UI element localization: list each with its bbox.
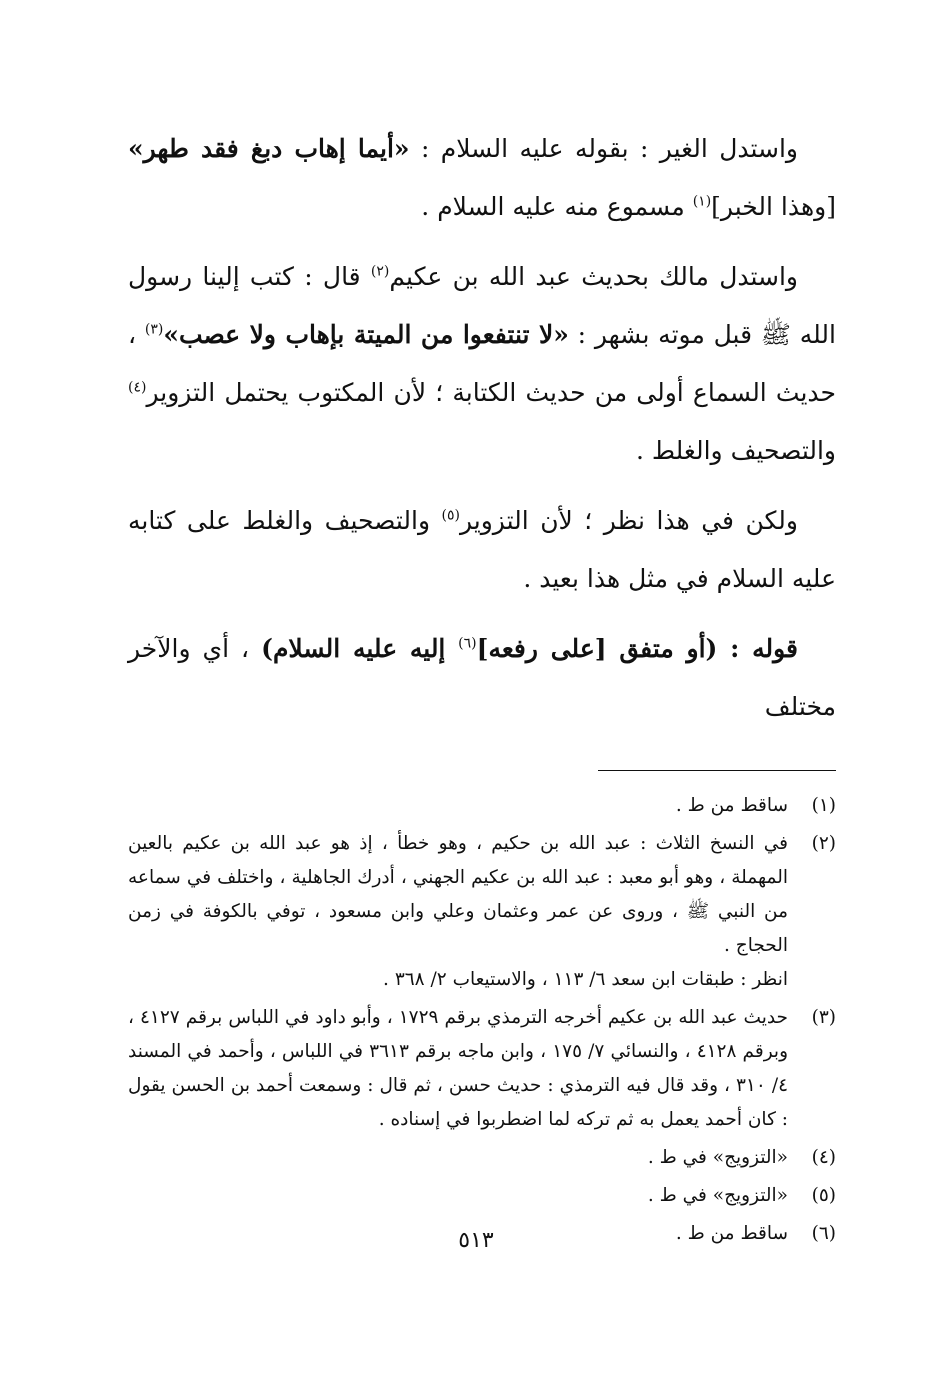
paragraph-3 bbox=[128, 492, 836, 608]
footnote-text: «التزويج» في ط . bbox=[647, 1147, 788, 1168]
p1-text-c: [وهذا الخبر] bbox=[711, 192, 836, 221]
page-number: ٥١٣ bbox=[458, 1228, 494, 1253]
p4-quote: (أو متفق [على رفعه] bbox=[476, 634, 718, 663]
footnote-text: ساقط من ط . bbox=[675, 795, 788, 816]
p3-text-a: ولكن في هذا نظر ؛ لأن التزوير bbox=[459, 506, 798, 535]
p4-text-c: إليه عليه السلام) bbox=[261, 634, 459, 663]
p1-text-a: واستدل الغير : بقوله عليه السلام : bbox=[409, 134, 798, 163]
footnote-text: ساقط من ط . bbox=[675, 1223, 788, 1244]
p4-text-d: ، أي والآخر مختلف bbox=[128, 634, 836, 721]
footnote-item bbox=[128, 1141, 836, 1175]
footnotes bbox=[128, 789, 836, 1251]
footnote-text: «التزويج» في ط . bbox=[647, 1185, 788, 1206]
footnote-number: (٢) bbox=[811, 833, 836, 854]
footnote-reference-line: انظر : طبقات ابن سعد ٦/ ١١٣ ، والاستيعاب ٢/ ٣٦٨ . bbox=[383, 969, 788, 990]
page-content bbox=[128, 120, 836, 1255]
footnote-item bbox=[128, 1179, 836, 1213]
footnote-ref-5: (٥) bbox=[441, 507, 460, 524]
footnote-number: (٥) bbox=[811, 1185, 836, 1206]
p1-hadith-quote: «أيما إهاب دبغ فقد طهر» bbox=[128, 134, 410, 163]
paragraph-4 bbox=[128, 620, 836, 736]
p4-text-a: قوله : bbox=[717, 634, 798, 663]
p2-text-d: ، حديث السماع أولى من حديث الكتابة ؛ لأن المكتوب يحتمل التزوير bbox=[128, 320, 836, 407]
paragraph-2 bbox=[128, 248, 836, 480]
paragraph-1 bbox=[128, 120, 836, 236]
footnote-divider bbox=[598, 770, 836, 771]
footnote-number: (٦) bbox=[811, 1223, 836, 1244]
footnote-ref-6: (٦) bbox=[458, 635, 477, 652]
footnote-item bbox=[128, 827, 836, 997]
footnote-item bbox=[128, 789, 836, 823]
p3-text-b: والتصحيف والغلط على كتابه عليه السلام في مثل هذا بعيد . bbox=[128, 506, 836, 593]
footnote-text bbox=[128, 827, 788, 997]
footnote-number: (٣) bbox=[811, 1007, 836, 1028]
footnote-ref-2: (٢) bbox=[370, 263, 390, 280]
main-text bbox=[128, 120, 836, 736]
footnote-ref-1: (١) bbox=[692, 193, 712, 210]
p2-text-b: قال : كتب إلينا رسول الله ﷺ قبل موته بشهر : bbox=[128, 262, 836, 349]
footnote-item bbox=[128, 1001, 836, 1137]
footnote-text: حديث عبد الله بن عكيم أخرجه الترمذي برقم ١٧٢٩ ، وأبو داود في اللباس برقم ٤١٢٧ ، وبرقم ٤١٢٨ ، والنسائي ٧/ ١٧٥ ، وابن ماجه برقم ٣٦١٣ في اللباس ، وأحمد في المسند ٤/ ٣١٠ ، وقد قال فيه الترمذي : حديث حسن ، ثم قال : وسمعت أحمد بن الحسن يقول : كان أحمد يعمل به ثم تركه لما اضطربوا في إسناده . bbox=[128, 1007, 789, 1130]
p1-text-d: مسموع منه عليه السلام . bbox=[421, 192, 693, 221]
footnote-ref-3: (٣) bbox=[144, 321, 164, 338]
footnote-ref-4: (٤) bbox=[128, 379, 147, 396]
footnote-number: (٤) bbox=[811, 1147, 836, 1168]
p2-text-e: والتصحيف والغلط . bbox=[636, 436, 836, 465]
p2-hadith-quote: «لا تنتفعوا من الميتة بإهاب ولا عصب» bbox=[163, 320, 569, 349]
p2-text-a: واستدل مالك بحديث عبد الله بن عكيم bbox=[389, 262, 799, 291]
footnote-number: (١) bbox=[811, 795, 836, 816]
footnote-body: في النسخ الثلاث : عبد الله بن حكيم ، وهو خطأ ، إذ هو عبد الله بن عكيم بالعين المهملة ، وهو أبو معبد : عبد الله بن عكيم الجهني ، أدرك الجاهلية ، واختلف في سماعه من النبي ﷺ ، وروى عن عمر وعثمان وعلي وابن مسعود ، توفي بالكوفة في زمن الحجاج . bbox=[128, 833, 788, 956]
